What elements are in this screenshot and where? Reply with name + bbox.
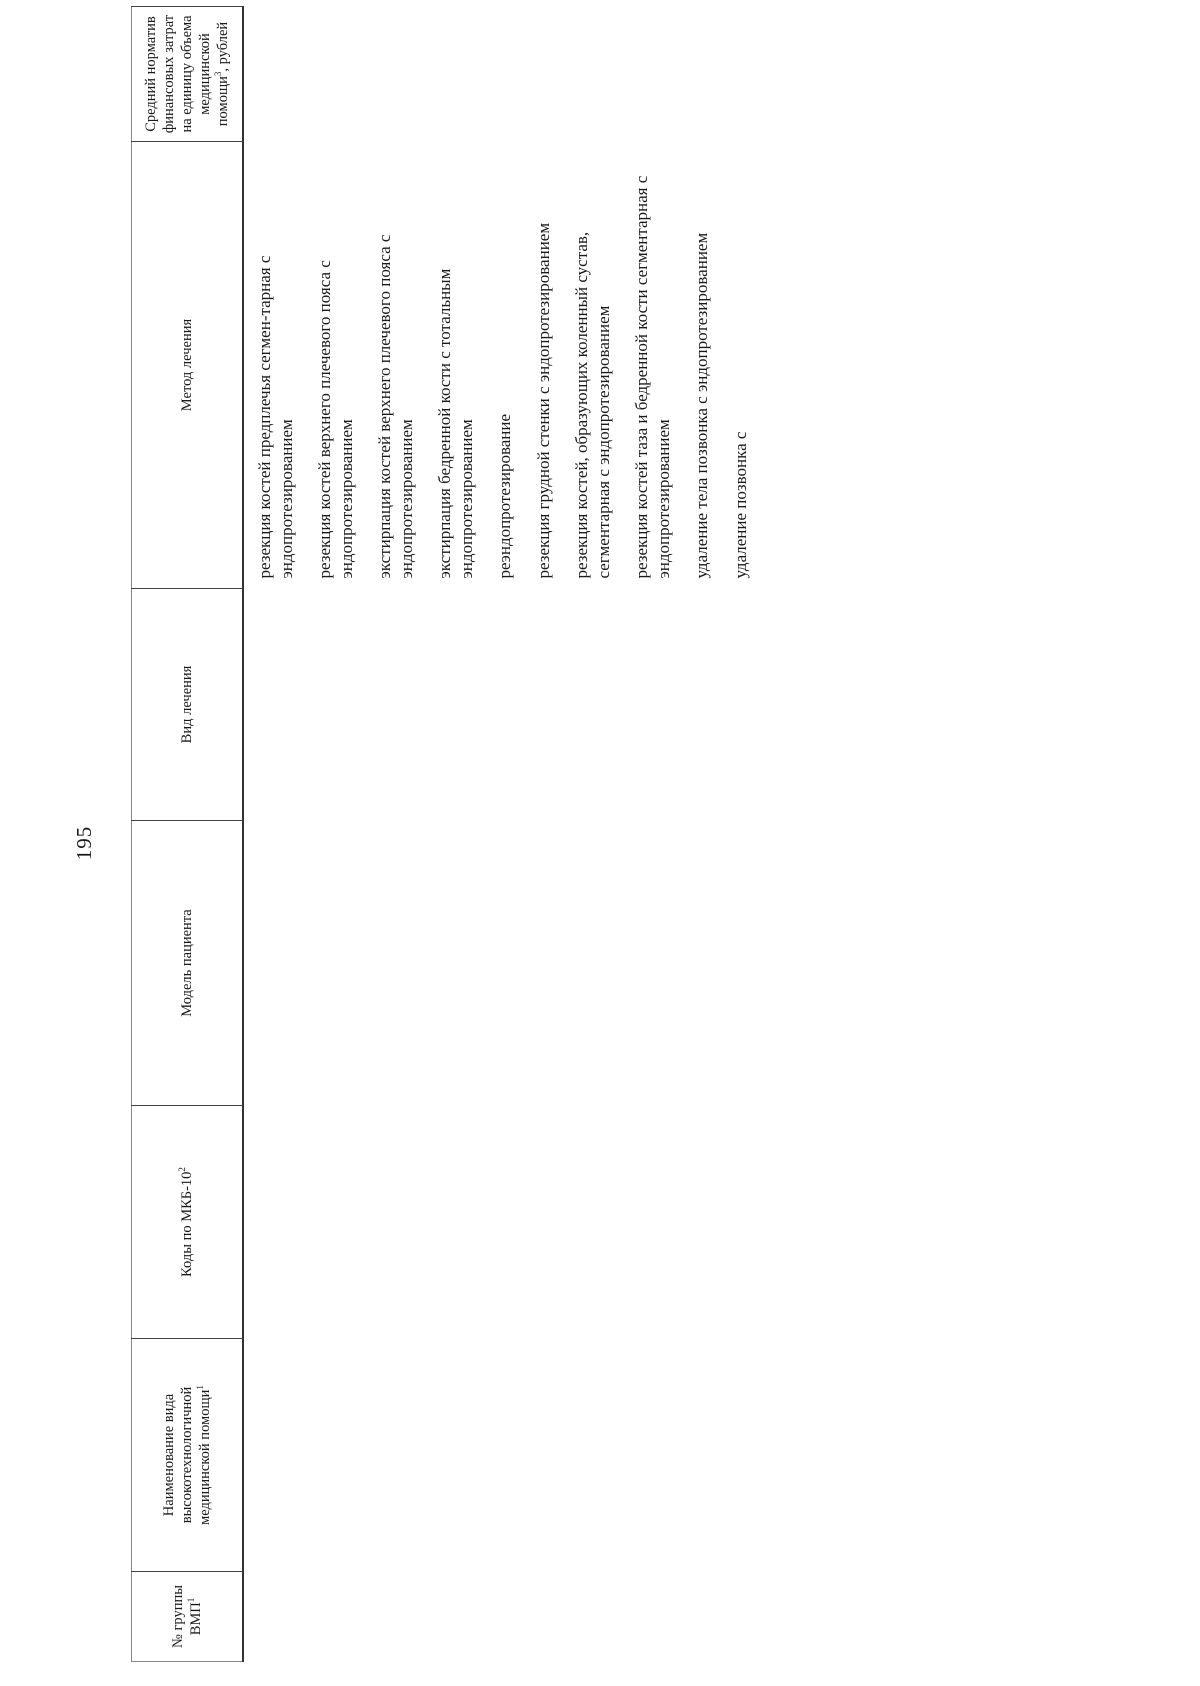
treatment-method-item: резекция костей таза и бедренной кости сегментарная с эндопротезированием (632, 175, 673, 579)
header-treatment-method (132, 142, 244, 589)
treatment-method-item: резекция костей предплечья сегмен-тарная с эндопротезированием (255, 255, 296, 579)
header-care-type-name (132, 1339, 244, 1572)
cell-group-number (243, 1572, 768, 1662)
treatment-method-list (244, 142, 751, 589)
treatment-method-item: резекция костей, образующих коленный сустав, сегментарная с эндопротезированием (572, 231, 613, 579)
cell-treatment-type (243, 589, 768, 821)
header-average-cost-footnote: 3 (213, 71, 224, 77)
header-care-type-name-text: Наименование вида высокотехнологичной медицинской помощи (161, 1386, 213, 1525)
treatment-method-item: реэндопротезирование (495, 413, 514, 579)
header-group-number (132, 1572, 244, 1662)
treatment-method-item: удаление позвонка с (730, 431, 750, 579)
treatment-method-item: удаление тела позвонка с эндопротезированием (692, 232, 711, 579)
cell-icd-codes (243, 1106, 768, 1339)
treatment-method-item: экстирпация костей верхнего плечевого пояса с эндопротезированием (375, 234, 416, 579)
header-icd-codes-footnote: 2 (177, 1167, 188, 1172)
header-patient-model (132, 821, 244, 1106)
table-header-row (132, 7, 244, 1662)
header-average-cost-unit: , рублей (215, 21, 231, 72)
header-treatment-type (132, 589, 244, 821)
header-group-number-text: № группы ВМП (170, 1585, 204, 1648)
header-icd-codes-text: Коды по МКБ-10 (179, 1171, 195, 1277)
header-care-type-name-footnote: 1 (195, 1385, 206, 1390)
treatment-method-item: резекция костей верхнего плечевого пояса с эндопротезированием (315, 260, 356, 579)
vmp-table-container (131, 7, 768, 1662)
page-number: 195 (72, 825, 96, 861)
cell-treatment-methods (243, 142, 768, 589)
header-average-cost (132, 7, 244, 142)
header-average-cost-text: Средний норматив финансовых затрат на единицу объема медицинской помощи (143, 14, 231, 134)
header-icd-codes (132, 1106, 244, 1339)
header-treatment-method-text: Метод лечения (179, 318, 195, 412)
cell-care-type-name (243, 1339, 768, 1572)
header-group-number-footnote: 1 (186, 1597, 197, 1603)
vmp-table (131, 6, 768, 1662)
treatment-method-item: резекция грудной стенки с эндопротезированием (533, 222, 553, 579)
table-row (243, 7, 768, 1662)
cell-patient-model (243, 821, 768, 1106)
header-treatment-type-text: Вид лечения (179, 665, 195, 744)
cell-average-cost (243, 7, 768, 142)
header-patient-model-text: Модель пациента (179, 909, 195, 1017)
treatment-method-item: экстирпация бедренной кости с тотальным эндопротезированием (435, 268, 476, 579)
